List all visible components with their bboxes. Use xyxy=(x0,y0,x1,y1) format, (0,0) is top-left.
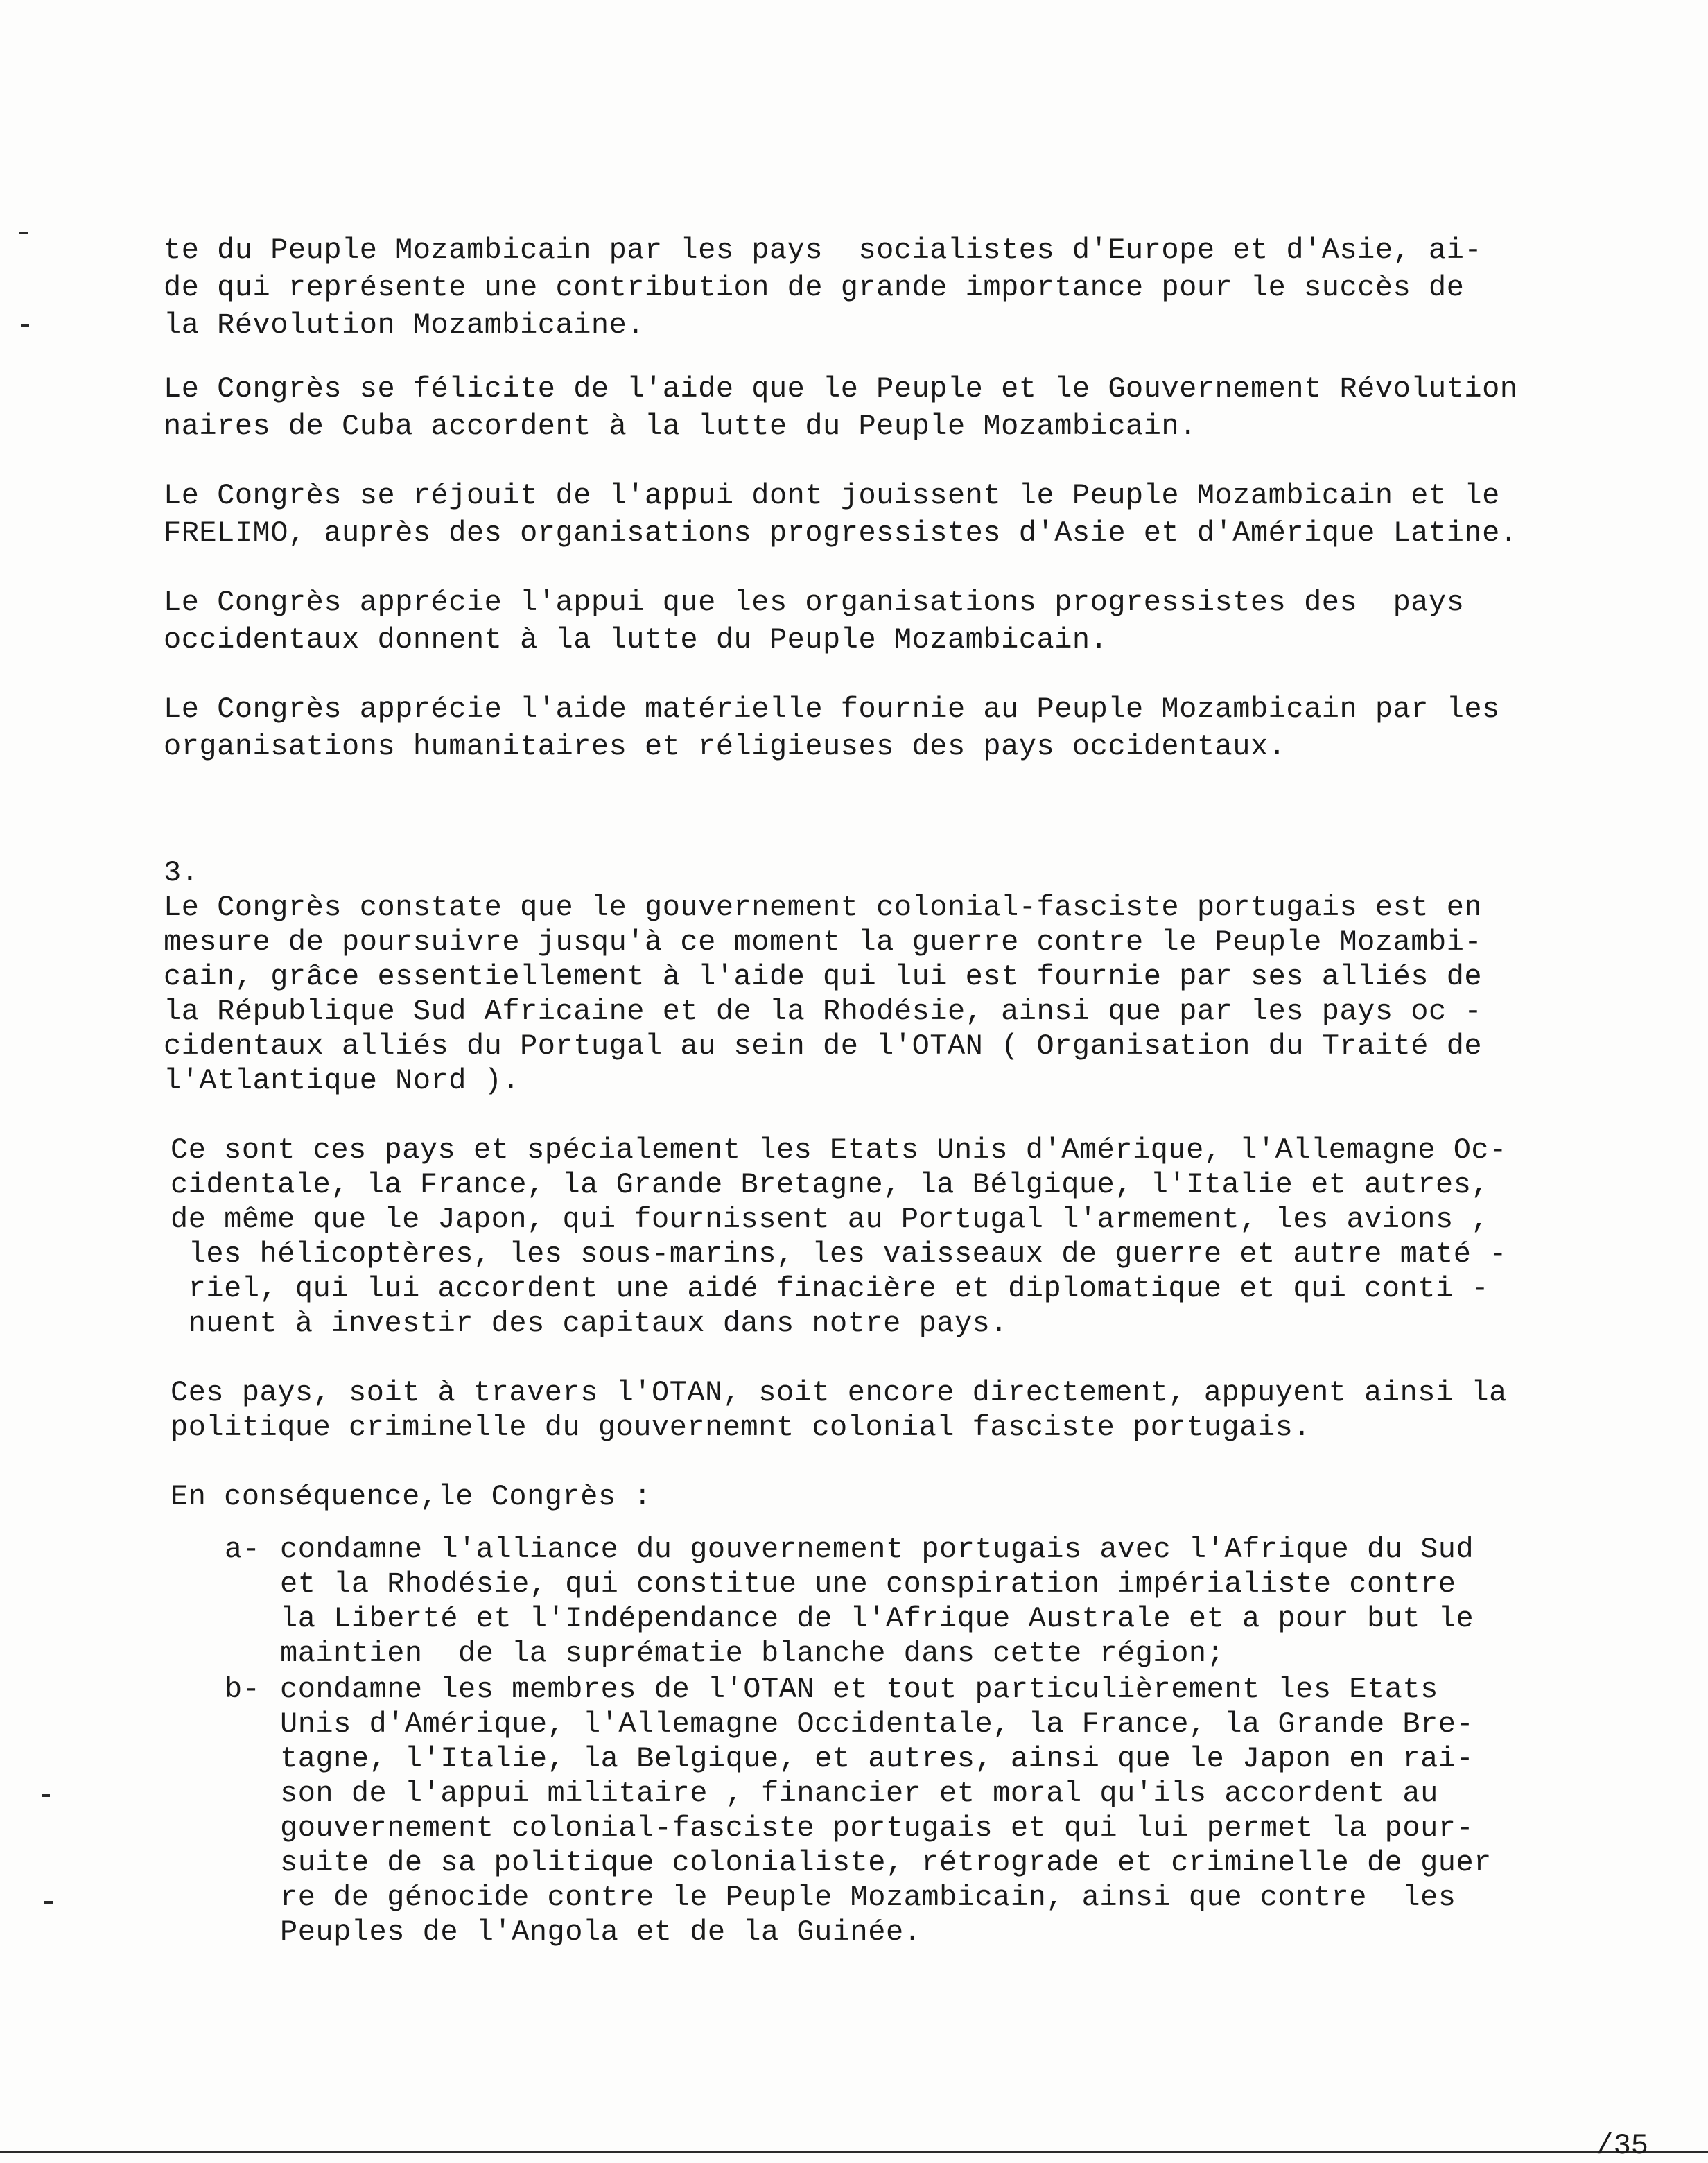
text-line: politique criminelle du gouvernemnt colonial fasciste portugais. xyxy=(171,1411,1312,1444)
text-line: Le Congrès apprécie l'appui que les organisations progressistes des pays xyxy=(164,586,1465,619)
list-item-label: a- xyxy=(225,1533,261,1566)
text-line: gouvernement colonial-fasciste portugais et qui lui permet la pour- xyxy=(280,1812,1474,1845)
text-line: cidentale, la France, la Grande Bretagne, la Bélgique, l'Italie et autres, xyxy=(171,1168,1490,1201)
text-line: FRELIMO, auprès des organisations progressistes d'Asie et d'Amérique Latine. xyxy=(164,516,1518,550)
text-line: organisations humanitaires et réligieuses des pays occidentaux. xyxy=(164,730,1287,763)
text-line: Unis d'Amérique, l'Allemagne Occidentale, la France, la Grande Bre- xyxy=(280,1708,1474,1741)
text-line: riel, qui lui accordent une aidé finacière et diplomatique et qui conti - xyxy=(171,1272,1490,1305)
text-line: la République Sud Africaine et de la Rhodésie, ainsi que par les pays oc - xyxy=(164,995,1483,1028)
scan-mark xyxy=(44,1901,53,1904)
text-line: nuent à investir des capitaux dans notre pays. xyxy=(171,1307,1009,1340)
page-number: /35 xyxy=(1596,2129,1648,2162)
scan-mark xyxy=(21,324,29,327)
scan-mark xyxy=(42,1794,50,1797)
text-line: te du Peuple Mozambicain par les pays socialistes d'Europe et d'Asie, ai- xyxy=(164,234,1483,267)
text-line: Ces pays, soit à travers l'OTAN, soit encore directement, appuyent ainsi la xyxy=(171,1376,1507,1409)
text-line: cidentaux alliés du Portugal au sein de l'OTAN ( Organisation du Traité de xyxy=(164,1030,1483,1063)
text-line: les hélicoptères, les sous-marins, les vaisseaux de guerre et autre maté - xyxy=(171,1237,1507,1271)
text-line: de même que le Japon, qui fournissent au Portugal l'armement, les avions , xyxy=(171,1203,1490,1236)
list-item-label: b- xyxy=(225,1673,261,1706)
text-line: re de génocide contre le Peuple Mozambicain, ainsi que contre les xyxy=(280,1881,1456,1914)
text-line: l'Atlantique Nord ). xyxy=(164,1064,521,1097)
paragraph-9: En conséquence,le Congrès : xyxy=(171,1480,652,1513)
text-line: la Révolution Mozambicaine. xyxy=(164,309,645,342)
text-line: et la Rhodésie, qui constitue une conspiration impérialiste contre xyxy=(280,1567,1456,1601)
text-line: son de l'appui militaire , financier et moral qu'ils accordent au xyxy=(280,1777,1438,1810)
text-line: la Liberté et l'Indépendance de l'Afrique Australe et a pour but le xyxy=(280,1602,1474,1635)
text-line: de qui représente une contribution de grande importance pour le succès de xyxy=(164,271,1465,304)
text-line: condamne les membres de l'OTAN et tout particulièrement les Etats xyxy=(280,1673,1438,1706)
text-line: Le Congrès se félicite de l'aide que le Peuple et le Gouvernement Révolution xyxy=(164,372,1518,406)
scan-mark xyxy=(19,232,28,234)
text-line: suite de sa politique colonialiste, rétrograde et criminelle de guer xyxy=(280,1846,1492,1879)
text-line: naires de Cuba accordent à la lutte du Peuple Mozambicain. xyxy=(164,410,1197,443)
text-line: condamne l'alliance du gouvernement portugais avec l'Afrique du Sud xyxy=(280,1533,1474,1566)
text-line: mesure de poursuivre jusqu'à ce moment la guerre contre le Peuple Mozambi- xyxy=(164,926,1483,959)
text-line: Ce sont ces pays et spécialement les Etats Unis d'Amérique, l'Allemagne Oc- xyxy=(171,1133,1507,1167)
text-line: cain, grâce essentiellement à l'aide qui lui est fournie par ses alliés de xyxy=(164,960,1483,993)
text-line: Le Congrès constate que le gouvernement colonial-fasciste portugais est en xyxy=(164,891,1483,924)
text-line: Le Congrès se réjouit de l'appui dont jouissent le Peuple Mozambicain et le xyxy=(164,479,1500,512)
text-line: occidentaux donnent à la lutte du Peuple Mozambicain. xyxy=(164,623,1108,657)
text-line: maintien de la suprématie blanche dans cette région; xyxy=(280,1637,1225,1670)
bottom-rule xyxy=(0,2151,1708,2153)
text-line: Peuples de l'Angola et de la Guinée. xyxy=(280,1916,922,1949)
text-line: tagne, l'Italie, la Belgique, et autres, ainsi que le Japon en rai- xyxy=(280,1742,1474,1775)
text-line: Le Congrès apprécie l'aide matérielle fournie au Peuple Mozambicain par les xyxy=(164,693,1500,726)
section-number: 3. xyxy=(164,856,199,889)
